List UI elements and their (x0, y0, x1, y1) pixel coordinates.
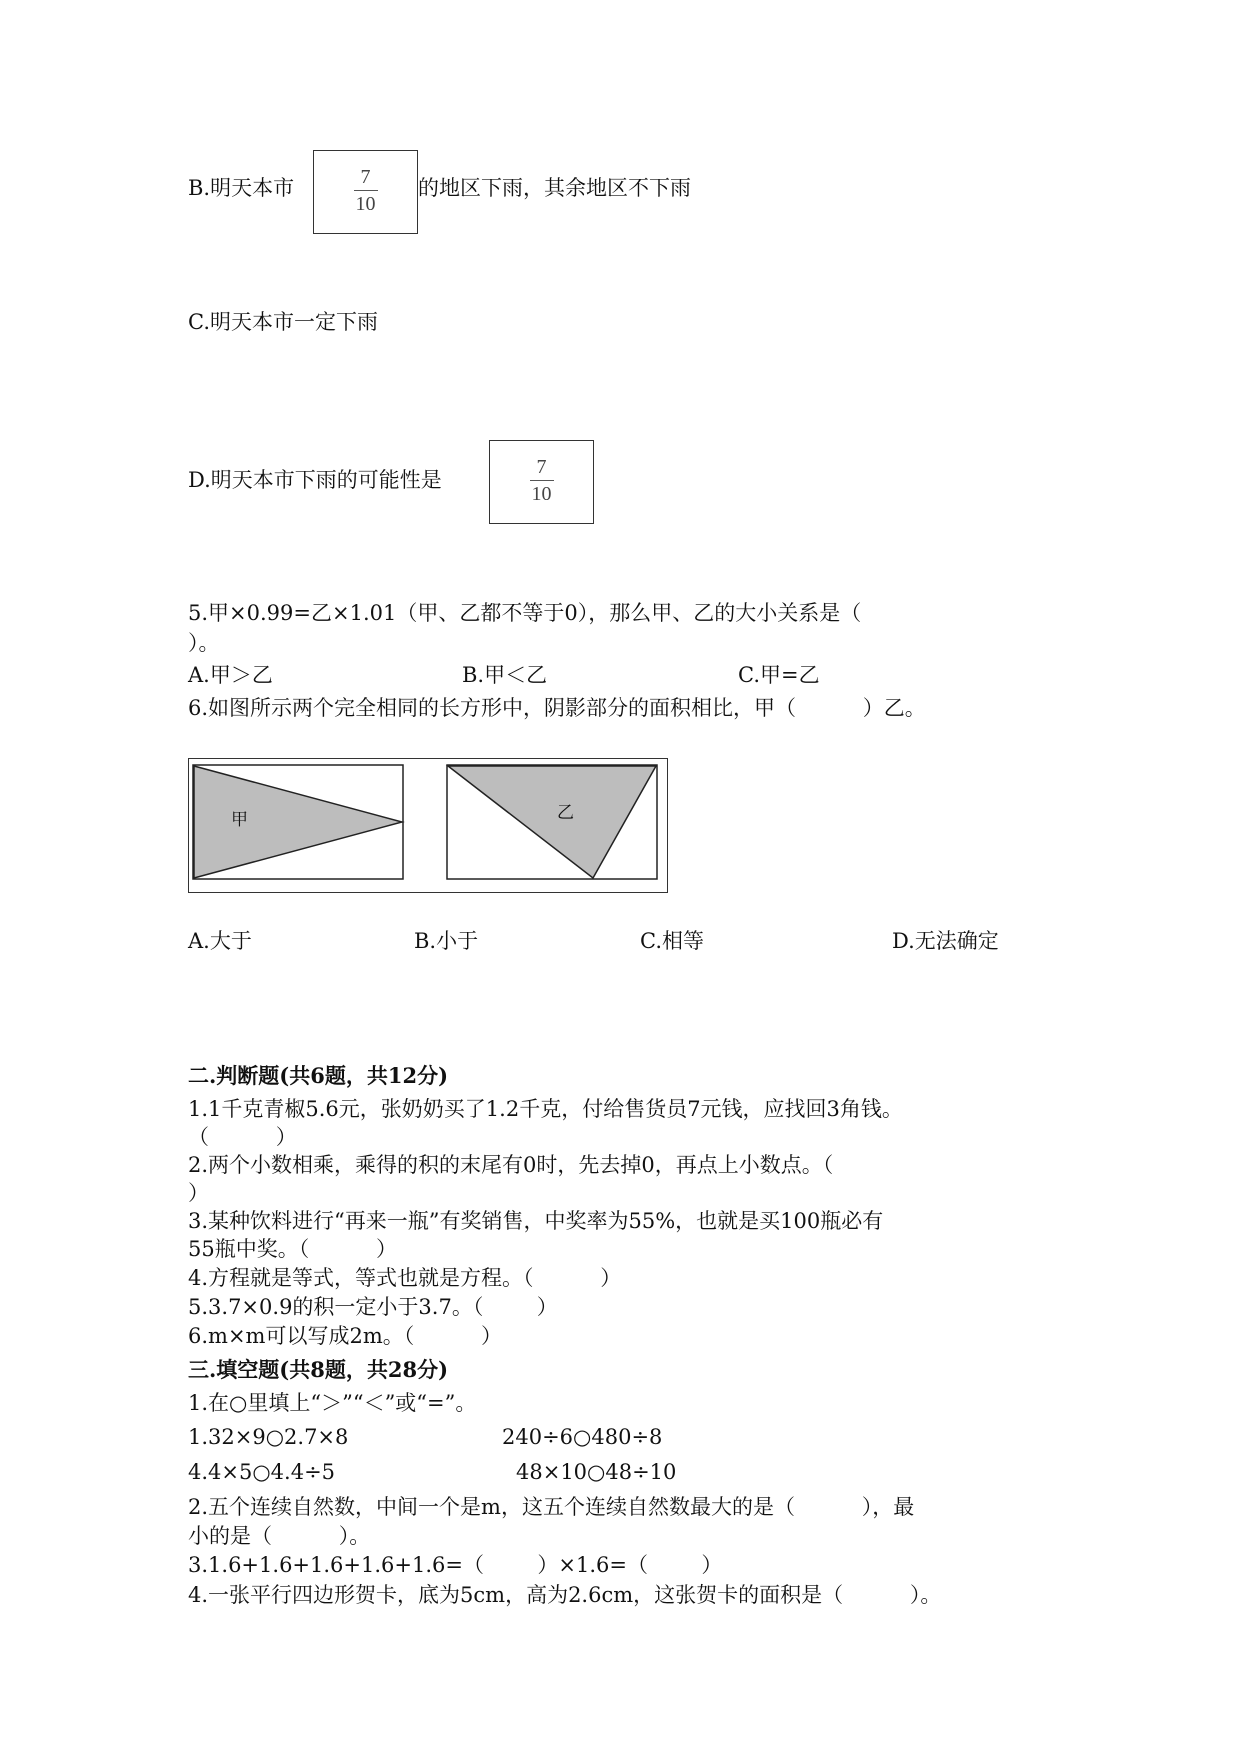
section3-q1-stem: 1.在○里填上“＞”“＜”或“=”。 (188, 1391, 477, 1415)
comparison-item: 240÷6○480÷8 (502, 1425, 663, 1449)
q5-stem-line1: 5.甲×0.99=乙×1.01（甲、乙都不等于0），那么甲、乙的大小关系是（ (188, 601, 862, 625)
q4-option-d-prefix: D.明天本市下雨的可能性是 (188, 468, 442, 492)
section2-line: 1.1千克青椒5.6元，张奶奶买了1.2千克，付给售货员7元钱，应找回3角钱。 (188, 1097, 903, 1121)
q5-stem-line2: ）。 (188, 631, 220, 655)
label-jia: 甲 (231, 810, 248, 830)
fraction-box-b (313, 150, 418, 234)
section3-line: 小的是（ ）。 (188, 1524, 371, 1548)
section3-title: 三.填空题(共8题，共28分) (188, 1357, 449, 1382)
rectangles-svg (189, 759, 667, 892)
comparison-item: 48×10○48÷10 (516, 1460, 677, 1484)
fraction-seven-tenths: 7 10 (355, 166, 376, 215)
q6-option-c: C.相等 (640, 929, 704, 953)
label-yi: 乙 (557, 803, 574, 823)
q6-option-d: D.无法确定 (892, 929, 999, 953)
section2-line: 55瓶中奖。（ ） (188, 1237, 397, 1261)
section2-title: 二.判断题(共6题，共12分) (188, 1063, 449, 1088)
section3-line: 2.五个连续自然数，中间一个是m，这五个连续自然数最大的是（ ），最 (188, 1495, 915, 1519)
section2-line: 6.m×m可以写成2m。（ ） (188, 1324, 502, 1348)
q4-option-b-prefix: B.明天本市 (188, 176, 295, 200)
section3-line: 4.一张平行四边形贺卡，底为5cm，高为2.6cm，这张贺卡的面积是（ ）。 (188, 1583, 942, 1607)
fraction-seven-tenths: 7 10 (531, 456, 552, 505)
section3-line: 3.1.6+1.6+1.6+1.6+1.6=（ ）×1.6=（ ） (188, 1553, 723, 1577)
section2-line: ） (188, 1181, 209, 1205)
q5-option-c: C.甲=乙 (738, 663, 820, 687)
q5-option-b: B.甲＜乙 (462, 663, 548, 687)
q6-option-a: A.大于 (188, 929, 252, 953)
section2-line: （ ） (188, 1125, 297, 1149)
section2-line: 5.3.7×0.9的积一定小于3.7。（ ） (188, 1295, 558, 1319)
comparison-item: 4.4×5○4.4÷5 (188, 1460, 336, 1484)
section2-line: 4.方程就是等式，等式也就是方程。（ ） (188, 1266, 622, 1290)
q6-option-b: B.小于 (414, 929, 479, 953)
rectangles-figure (188, 758, 668, 893)
q4-option-c: C.明天本市一定下雨 (188, 310, 378, 334)
comparison-item: 1.32×9○2.7×8 (188, 1425, 349, 1449)
q4-option-b-suffix: 的地区下雨，其余地区不下雨 (418, 176, 691, 200)
q5-option-a: A.甲＞乙 (188, 663, 273, 687)
q6-stem: 6.如图所示两个完全相同的长方形中，阴影部分的面积相比，甲（ ）乙。 (188, 696, 926, 720)
fraction-box-d (489, 440, 594, 524)
section2-line: 2.两个小数相乘，乘得的积的末尾有0时，先去掉0，再点上小数点。（ (188, 1153, 834, 1177)
section2-line: 3.某种饮料进行“再来一瓶”有奖销售，中奖率为55%，也就是买100瓶必有 (188, 1209, 884, 1233)
